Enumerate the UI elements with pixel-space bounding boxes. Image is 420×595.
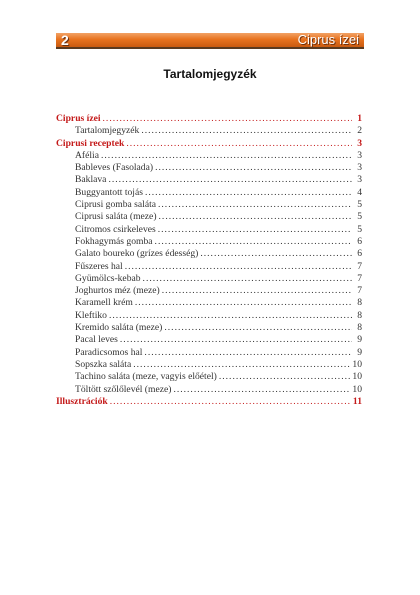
header-page-number: 2 [61,32,69,48]
toc-dot-leader [135,297,352,309]
toc-dot-leader [158,199,352,211]
toc-entry[interactable] [56,334,362,346]
toc-dot-leader [125,261,352,273]
toc-dot-leader [101,150,352,162]
toc-entry-label: Fűszeres hal [75,260,123,272]
toc-entry-label: Baklava [75,174,107,186]
toc-entry[interactable] [56,248,362,260]
toc-entry-label: Afélia [75,149,99,161]
toc-entry-page: 2 [357,125,362,137]
toc-dot-leader [141,125,352,137]
toc-entry-page: 5 [357,211,362,223]
toc-entry-label: Paradicsomos hal [75,346,143,358]
toc-dot-leader [173,384,350,396]
toc-entry[interactable] [56,199,362,211]
toc-section-entry[interactable] [56,396,362,408]
toc-dot-leader [103,113,352,125]
toc-entry-page: 8 [357,309,362,321]
toc-entry-page: 8 [357,322,362,334]
toc-entry-label: Bableves (Fasolada) [75,162,154,174]
toc-dot-leader [126,138,352,150]
toc-entry-label: Sopszka saláta [75,358,132,370]
toc-entry-label: Joghurtos méz (meze) [75,285,160,297]
toc-dot-leader [155,162,352,174]
toc-entry-label: Citromos csirkeleves [75,223,156,235]
toc-entry-label: Ciprusi saláta (meze) [75,211,157,223]
toc-entry-page: 7 [357,272,362,284]
toc-entry-page: 3 [357,137,362,149]
toc-entry-page: 6 [357,248,362,260]
toc-entry-page: 10 [352,371,362,383]
toc-dot-leader [159,211,352,223]
toc-entry-page: 3 [357,174,362,186]
toc-entry[interactable] [56,211,362,223]
toc-entry[interactable] [56,125,362,137]
toc-dot-leader [219,371,351,383]
toc-dot-leader [109,310,352,322]
toc-dot-leader [155,236,352,248]
toc-entry[interactable] [56,347,362,359]
toc-entry-label: Karamell krém [75,297,133,309]
toc-dot-leader [145,187,352,199]
toc-entry-label: Fokhagymás gomba [75,235,153,247]
toc-entry[interactable] [56,261,362,273]
toc-section-entry[interactable] [56,113,362,125]
toc-entry-page: 10 [352,383,362,395]
toc-entry-page: 9 [357,346,362,358]
toc-entry[interactable] [56,236,362,248]
toc-entry-label: Kleftiko [75,309,107,321]
running-header [56,33,364,49]
toc-entry-page: 8 [357,297,362,309]
toc-entry[interactable] [56,384,362,396]
toc-entry-page: 3 [357,162,362,174]
toc-entry[interactable] [56,297,362,309]
toc-entry-label: Galato boureko (grízes édesség) [75,248,199,260]
toc-entry[interactable] [56,322,362,334]
toc-entry-page: 11 [352,395,362,407]
toc-entry-label: Töltött szőlőlevél (meze) [75,383,172,395]
toc-entry-page: 6 [357,235,362,247]
toc-entry-label: Gyümölcs-kebab [75,272,141,284]
toc-list [56,113,362,408]
toc-dot-leader [158,224,352,236]
toc-entry-label: Tachino saláta (meze, vagyis előétel) [75,371,217,383]
toc-entry-page: 5 [357,223,362,235]
toc-dot-leader [143,273,352,285]
toc-dot-leader [162,285,352,297]
toc-dot-leader [164,322,352,334]
toc-dot-leader [120,334,352,346]
toc-dot-leader [200,248,352,260]
toc-dot-leader [133,359,350,371]
toc-dot-leader [144,347,352,359]
toc-entry[interactable] [56,273,362,285]
toc-entry[interactable] [56,310,362,322]
toc-dot-leader [110,396,351,408]
toc-title: Tartalomjegyzék [163,67,257,81]
toc-entry-label: Ciprusi gomba saláta [75,199,156,211]
toc-entry[interactable] [56,174,362,186]
toc-section-entry[interactable] [56,138,362,150]
toc-entry-page: 3 [357,149,362,161]
toc-entry-page: 5 [357,199,362,211]
toc-entry[interactable] [56,187,362,199]
toc-entry-page: 4 [357,186,362,198]
toc-entry-label: Pacal leves [75,334,118,346]
toc-entry-page: 7 [357,285,362,297]
header-running-title: Ciprus ízei [297,32,359,47]
toc-entry-page: 10 [352,358,362,370]
toc-entry[interactable] [56,150,362,162]
toc-entry[interactable] [56,162,362,174]
toc-entry-page: 1 [357,113,362,124]
toc-entry-page: 9 [357,334,362,346]
toc-entry-label: Buggyantott tojás [75,186,143,198]
toc-entry-label: Illusztrációk [56,395,108,407]
toc-entry-label: Tartalomjegyzék [75,125,140,137]
toc-entry[interactable] [56,371,362,383]
toc-entry[interactable] [56,359,362,371]
toc-entry-label: Ciprusi receptek [56,137,125,149]
toc-entry-page: 7 [357,260,362,272]
toc-entry-label: Kremido saláta (meze) [75,322,163,334]
toc-entry[interactable] [56,224,362,236]
toc-entry[interactable] [56,285,362,297]
toc-dot-leader [108,174,352,186]
toc-entry-label: Ciprus ízei [56,113,101,124]
